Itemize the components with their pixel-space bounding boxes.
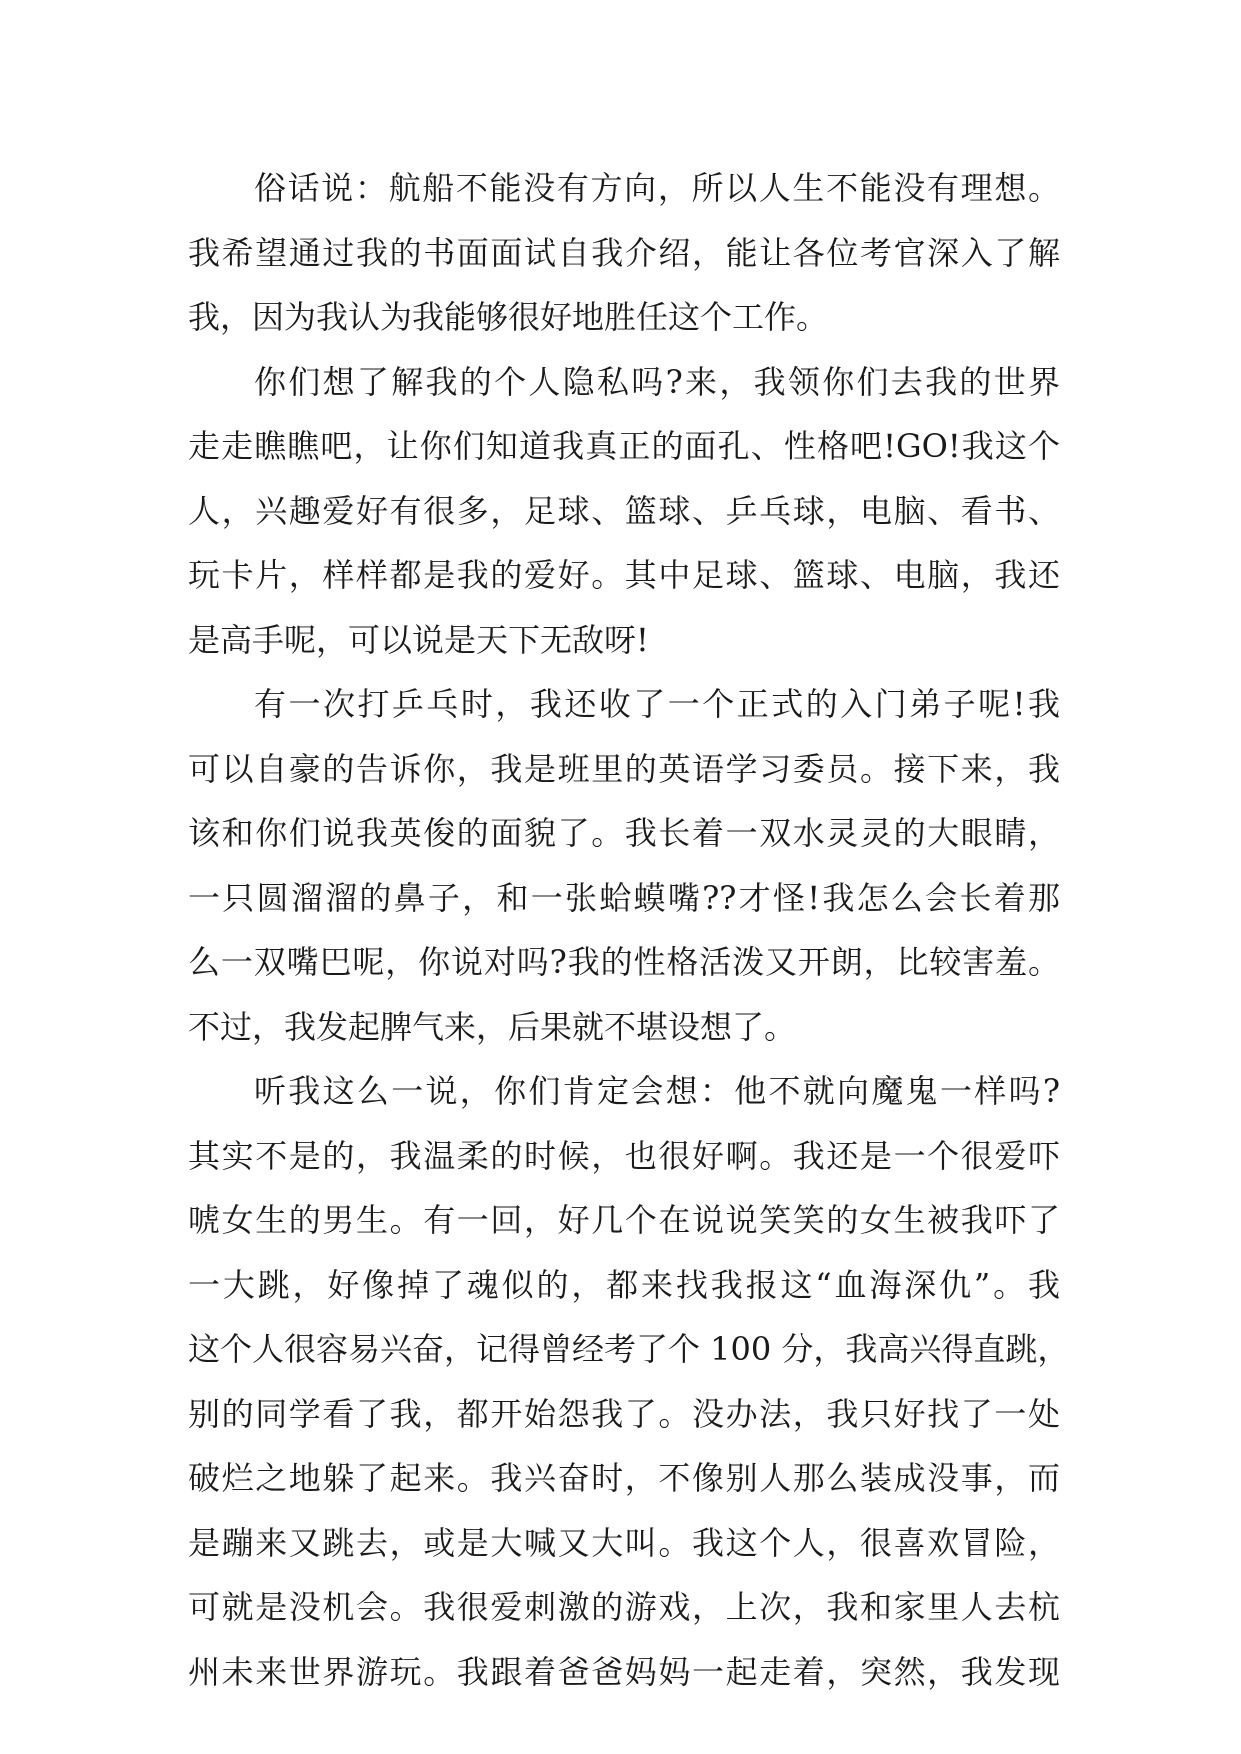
text-line: 这个人很容易兴奋，记得曾经考了个 100 分，我高兴得直跳，	[188, 1330, 1070, 1368]
text-line: 听我这么一说，你们肯定会想：他不就向魔鬼一样吗?	[254, 1072, 1060, 1110]
text-line: 么一双嘴巴呢，你说对吗?我的性格活泼又开朗，比较害羞。	[188, 943, 1060, 981]
paragraph	[188, 156, 1060, 350]
text-line: 可以自豪的告诉你，我是班里的英语学习委员。接下来，我	[188, 749, 1060, 788]
text-line: 玩卡片，样样都是我的爱好。其中足球、篮球、电脑，我还	[188, 556, 1060, 594]
text-line: 我希望通过我的书面面试自我介绍，能让各位考官深入了解	[188, 233, 1060, 272]
document-body	[188, 156, 1070, 1704]
text-line: 其实不是的，我温柔的时候，也很好啊。我还是一个很爱吓	[188, 1136, 1060, 1175]
text-line: 可就是没机会。我很爱刺激的游戏，上次，我和家里人去杭	[188, 1588, 1060, 1626]
paragraph	[188, 672, 1060, 1059]
text-line: 走走瞧瞧吧，让你们知道我真正的面孔、性格吧!GO!我这个	[188, 427, 1060, 465]
text-line: 是蹦来又跳去，或是大喊又大叫。我这个人，很喜欢冒险，	[188, 1523, 1060, 1562]
text-line: 州未来世界游玩。我跟着爸爸妈妈一起走着，突然，我发现	[188, 1652, 1060, 1691]
text-line: 唬女生的男生。有一回，好几个在说说笑笑的女生被我吓了	[188, 1201, 1060, 1239]
text-line: 有一次打乒乓时，我还收了一个正式的入门弟子呢!我	[254, 685, 1060, 723]
paragraph	[188, 350, 1060, 673]
text-line: 不过，我发起脾气来，后果就不堪设想了。	[188, 1007, 797, 1046]
text-line: 破烂之地躲了起来。我兴奋时，不像别人那么装成没事，而	[188, 1459, 1060, 1497]
text-line: 一只圆溜溜的鼻子，和一张蛤蟆嘴??才怪!我怎么会长着那	[188, 878, 1060, 917]
paragraph	[188, 1059, 1070, 1704]
text-line: 别的同学看了我，都开始怨我了。没办法，我只好找了一处	[188, 1394, 1060, 1433]
text-line: 你们想了解我的个人隐私吗?来，我领你们去我的世界	[254, 362, 1060, 401]
text-line: 俗话说：航船不能没有方向，所以人生不能没有理想。	[254, 169, 1060, 207]
text-line: 人，兴趣爱好有很多，足球、篮球、乒乓球，电脑、看书、	[188, 491, 1060, 530]
text-line: 是高手呢，可以说是天下无敌呀!	[188, 620, 649, 659]
text-line: 一大跳，好像掉了魂似的，都来找我报这“血海深仇”。我	[188, 1265, 1060, 1304]
text-line: 我，因为我认为我能够很好地胜任这个工作。	[188, 298, 829, 336]
text-line: 该和你们说我英俊的面貌了。我长着一双水灵灵的大眼睛，	[188, 814, 1060, 852]
